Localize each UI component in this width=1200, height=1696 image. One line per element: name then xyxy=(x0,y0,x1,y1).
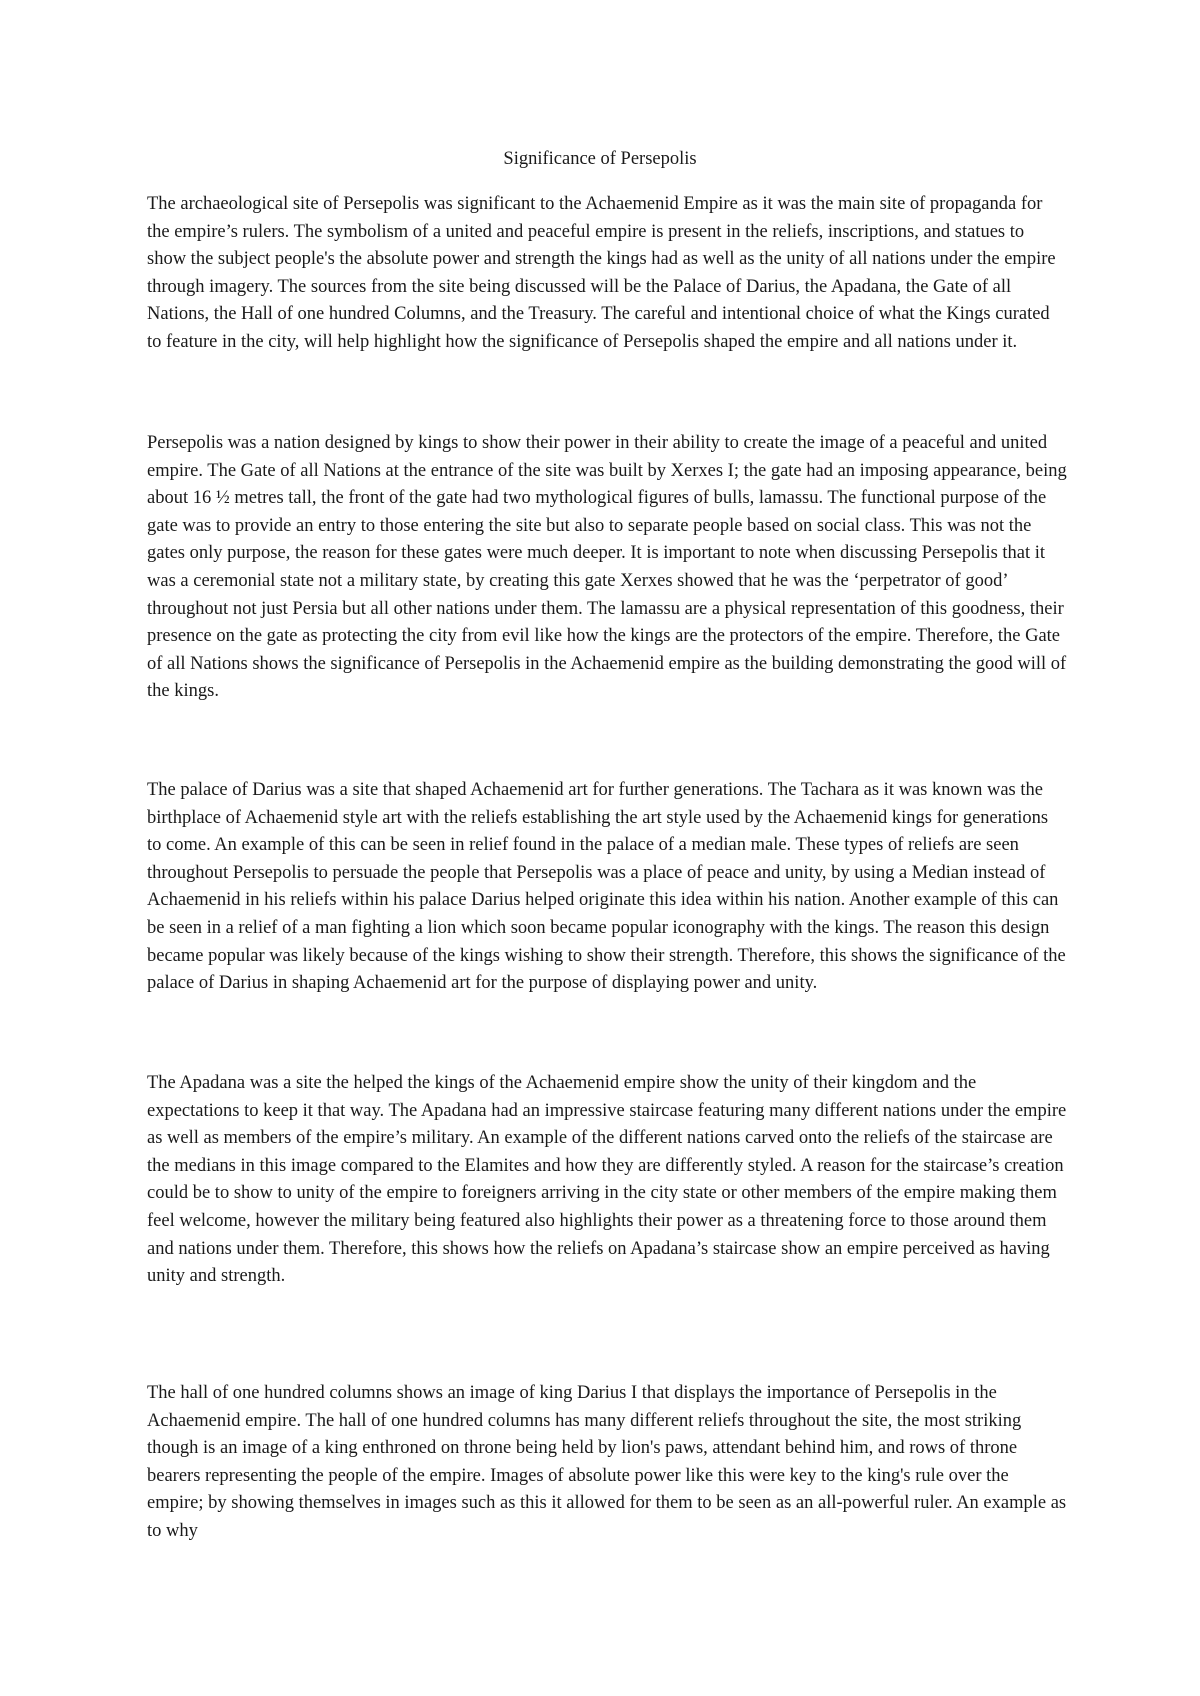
paragraph-palace-of-darius: The palace of Darius was a site that shaped Achaemenid art for further generations. The Tachara as it was known was the birthplace of Achaemenid style art with the reliefs establishing the art style used by the Achaemenid kings for generations to come. An example of this can be seen in relief found in the palace of a median male. These types of reliefs are seen throughout Persepolis to persuade the people that Persepolis was a place of peace and unity, by using a Median instead of Achaemenid in his reliefs within his palace Darius helped originate this idea within his nation. Another example of this can be seen in a relief of a man fighting a lion which soon became popular iconography with the kings. The reason this design became popular was likely because of the kings wishing to show their strength. Therefore, this shows the significance of the palace of Darius in shaping Achaemenid art for the purpose of displaying power and unity. xyxy=(147,780,1066,994)
paragraph-gate-of-all-nations: Persepolis was a nation designed by kings to show their power in their ability to create the image of a peaceful and united empire. The Gate of all Nations at the entrance of the site was built by Xerxes I; the gate had an imposing appearance, being about 16 ½ metres tall, the front of the gate had two mythological figures of bulls, lamassu. The functional purpose of the gate was to provide an entry to those entering the site but also to separate people based on social class. This was not the gates only purpose, the reason for these gates were much deeper. It is important to note when discussing Persepolis that it was a ceremonial state not a military state, by creating this gate Xerxes showed that he was the ‘perpetrator of good’ throughout not just Persia but all other nations under them. The lamassu are a physical representation of this goodness, their presence on the gate as protecting the city from evil like how the kings are the protectors of the empire. Therefore, the Gate of all Nations shows the significance of Persepolis in the Achaemenid empire as the building demonstrating the good will of the kings. xyxy=(147,433,1067,702)
paragraph-introduction: The archaeological site of Persepolis was significant to the Achaemenid Empire as it was the main site of propaganda for the empire’s rulers. The symbolism of a united and peaceful empire is present in the reliefs, inscriptions, and statues to show the subject people's the absolute power and strength the kings had as well as the unity of all nations under the empire through imagery. The sources from the site being discussed will be the Palace of Darius, the Apadana, the Gate of all Nations, the Hall of one hundred Columns, and the Treasury. The careful and intentional choice of what the Kings curated to feature in the city, will help highlight how the significance of Persepolis shaped the empire and all nations under it. xyxy=(147,194,1056,352)
paragraph-apadana: The Apadana was a site the helped the kings of the Achaemenid empire show the unity of their kingdom and the expectations to keep it that way. The Apadana had an impressive staircase featuring many different nations under the empire as well as members of the empire’s military. An example of the different nations carved onto the reliefs of the staircase are the medians in this image compared to the Elamites and how they are differently styled. A reason for the staircase’s creation could be to show to unity of the empire to foreigners arriving in the city state or other members of the empire making them feel welcome, however the military being featured also highlights their power as a threatening force to those around them and nations under them. Therefore, this shows how the reliefs on Apadana’s staircase show an empire perceived as having unity and strength. xyxy=(147,1073,1067,1287)
document-title: Significance of Persepolis xyxy=(503,149,697,169)
paragraph-hall-of-hundred-columns: The hall of one hundred columns shows an image of king Darius I that displays the importance of Persepolis in the Achaemenid empire. The hall of one hundred columns has many different reliefs throughout the site, the most striking though is an image of a king enthroned on throne being held by lion's paws, attendant behind him, and rows of throne bearers representing the people of the empire. Images of absolute power like this were key to the king's rule over the empire; by showing themselves in images such as this it allowed for them to be seen as an all-powerful ruler. An example as to why xyxy=(147,1383,1067,1541)
